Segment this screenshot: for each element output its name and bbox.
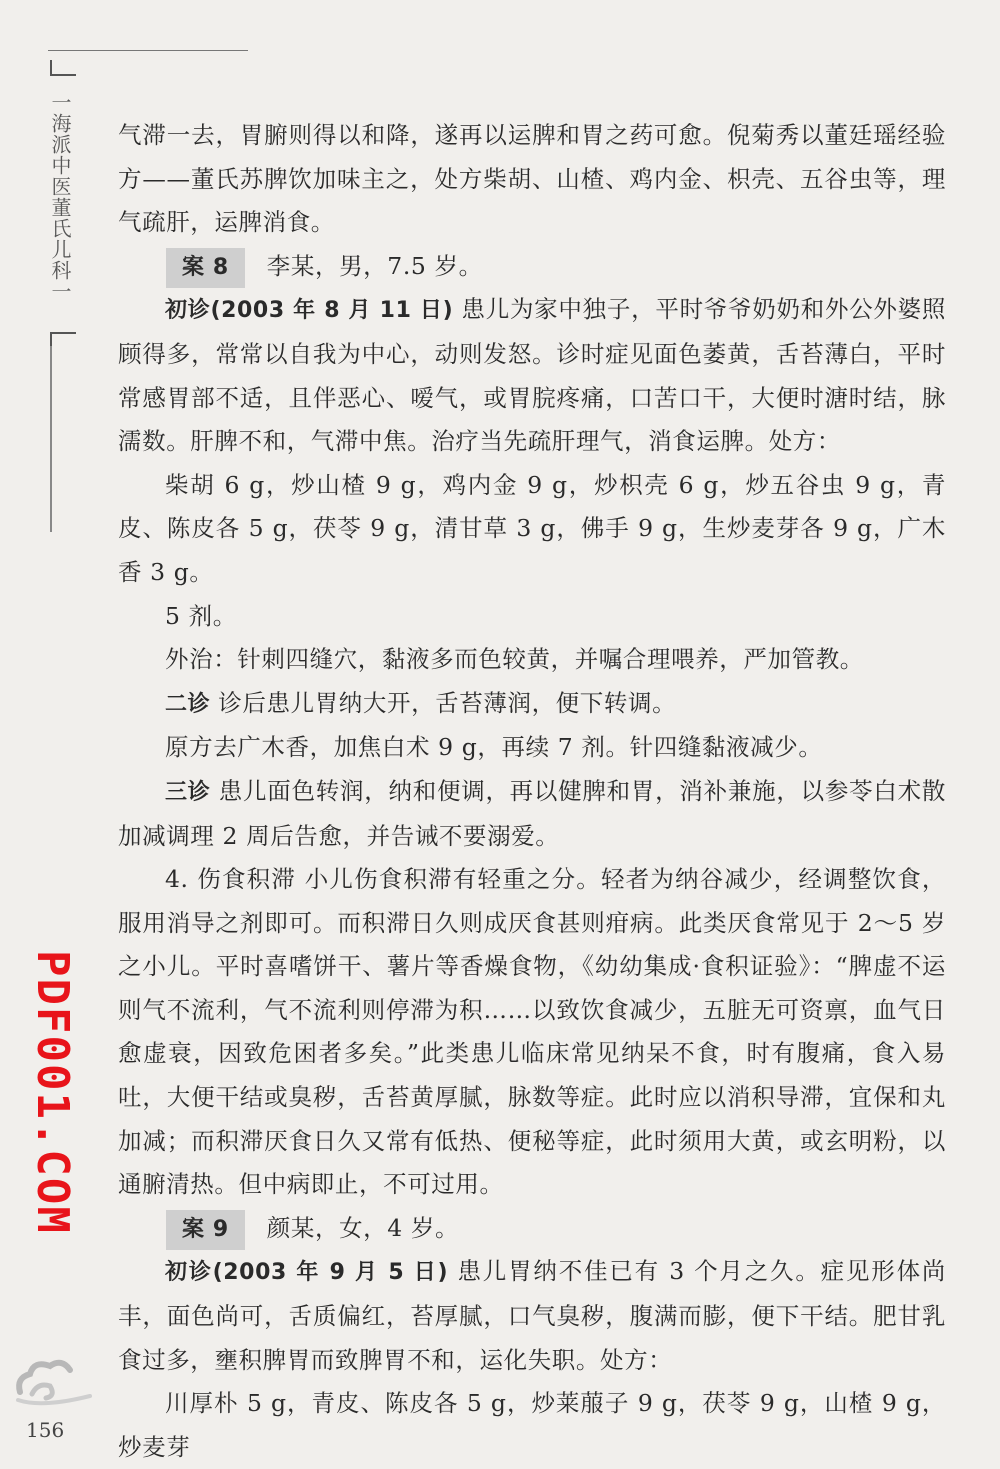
case-9-patient: 颜某，女，4 岁。 bbox=[266, 1213, 460, 1242]
visit-2-paragraph bbox=[118, 682, 946, 727]
visit-1-paragraph bbox=[118, 288, 946, 463]
prescription-9: 川厚朴 5 g，青皮、陈皮各 5 g，炒莱菔子 9 g，茯苓 9 g，山楂 9 g，炒麦芽 bbox=[118, 1389, 946, 1461]
paragraph-intro: 气滞一去，胃腑则得以和降，遂再以运脾和胃之药可愈。倪菊秀以董廷瑶经验方——董氏苏脾饮加味主之，处方柴胡、山楂、鸡内金、枳壳、五谷虫等，理气疏肝，运脾消食。 bbox=[118, 121, 946, 237]
visit-3-paragraph bbox=[118, 770, 946, 858]
section-4-label: 4. 伤食积滞 bbox=[165, 865, 297, 894]
visit-1-text: 患儿为家中独子，平时爷爷奶奶和外公外婆照顾得多，常常以自我为中心，动则发怒。诊时症见面色萎黄，舌苔薄白，平时常感胃部不适，且伴恶心、嗳气，或胃脘疼痛，口苦口干，大便时溏时结，脉濡数。肝脾不和，气滞中焦。治疗当先疏肝理气，消食运脾。处方： bbox=[118, 295, 946, 456]
visit-1-label: 初诊(2003 年 8 月 11 日) bbox=[165, 298, 454, 324]
dosage-1: 5 剂。 bbox=[165, 601, 237, 630]
cloud-ornament-icon bbox=[12, 1352, 92, 1412]
corner-mark-top bbox=[50, 60, 76, 76]
watermark: PDF001.COM bbox=[27, 950, 78, 1235]
visit-2-prescription: 原方去广木香，加焦白术 9 g，再续 7 剂。针四缝黏液减少。 bbox=[165, 733, 823, 762]
case-9-heading bbox=[118, 1207, 946, 1251]
header-rule bbox=[48, 50, 248, 51]
visit-9-text: 患儿胃纳不佳已有 3 个月之久。症见形体尚丰，面色尚可，舌质偏红，苔厚腻，口气臭秽，腹满而膨，便下干结。肥甘乳食过多，壅积脾胃而致脾胃不和，运化失职。处方： bbox=[118, 1257, 946, 1374]
external-treatment: 外治：针刺四缝穴，黏液多而色较黄，并嘱合理喂养，严加管教。 bbox=[165, 645, 864, 674]
body-text bbox=[118, 114, 946, 1469]
section-4-text: 小儿伤食积滞有轻重之分。轻者为纳谷减少，经调整饮食，服用消导之剂即可。而积滞日久则成厌食甚则疳病。此类厌食常见于 2～5 岁之小儿。平时喜嗜饼干、薯片等香燥食物，《幼幼集成·食积证验》：“脾虚不运则气不流利，气不流利则停滞为积……以致饮食减少，五脏无可资禀，血气日愈虚衰，因致危困者多矣。”此类患儿临床常见纳呆不食，时有腹痛，食入易吐，大便干结或臭秽，舌苔黄厚腻，脉数等症。此时应以消积导滞，宜保和丸加减；而积滞厌食日久又常有低热、便秘等症，此时须用大黄，或玄明粉，以通腑清热。但中病即止，不可过用。 bbox=[118, 865, 947, 1199]
running-title: 一海派中医董氏儿科一 bbox=[48, 92, 72, 302]
visit-2-text: 诊后患儿胃纳大开，舌苔薄润，便下转调。 bbox=[210, 688, 677, 717]
prescription-1: 柴胡 6 g，炒山楂 9 g，鸡内金 9 g，炒枳壳 6 g，炒五谷虫 9 g，青皮、陈皮各 5 g，茯苓 9 g，清甘草 3 g，佛手 9 g，生炒麦芽各 9 g，广木香 3 g。 bbox=[118, 470, 946, 586]
visit-9-label: 初诊(2003 年 9 月 5 日) bbox=[165, 1260, 449, 1286]
corner-mark-bottom bbox=[50, 332, 76, 348]
page-number: 156 bbox=[26, 1418, 65, 1442]
visit-9-paragraph bbox=[118, 1250, 946, 1382]
visit-3-label: 三诊 bbox=[165, 779, 211, 805]
side-rule bbox=[50, 346, 52, 532]
visit-3-text: 患儿面色转润，纳和便调，再以健脾和胃，消补兼施，以参苓白术散加减调理 2 周后告愈，并告诫不要溺爱。 bbox=[118, 776, 946, 850]
section-4-paragraph bbox=[118, 858, 946, 1207]
case-9-tag: 案 9 bbox=[166, 1210, 245, 1250]
case-8-patient: 李某，男，7.5 岁。 bbox=[266, 251, 483, 280]
case-8-tag: 案 8 bbox=[166, 248, 245, 288]
visit-2-label: 二诊 bbox=[165, 691, 211, 717]
case-8-heading bbox=[118, 245, 946, 289]
